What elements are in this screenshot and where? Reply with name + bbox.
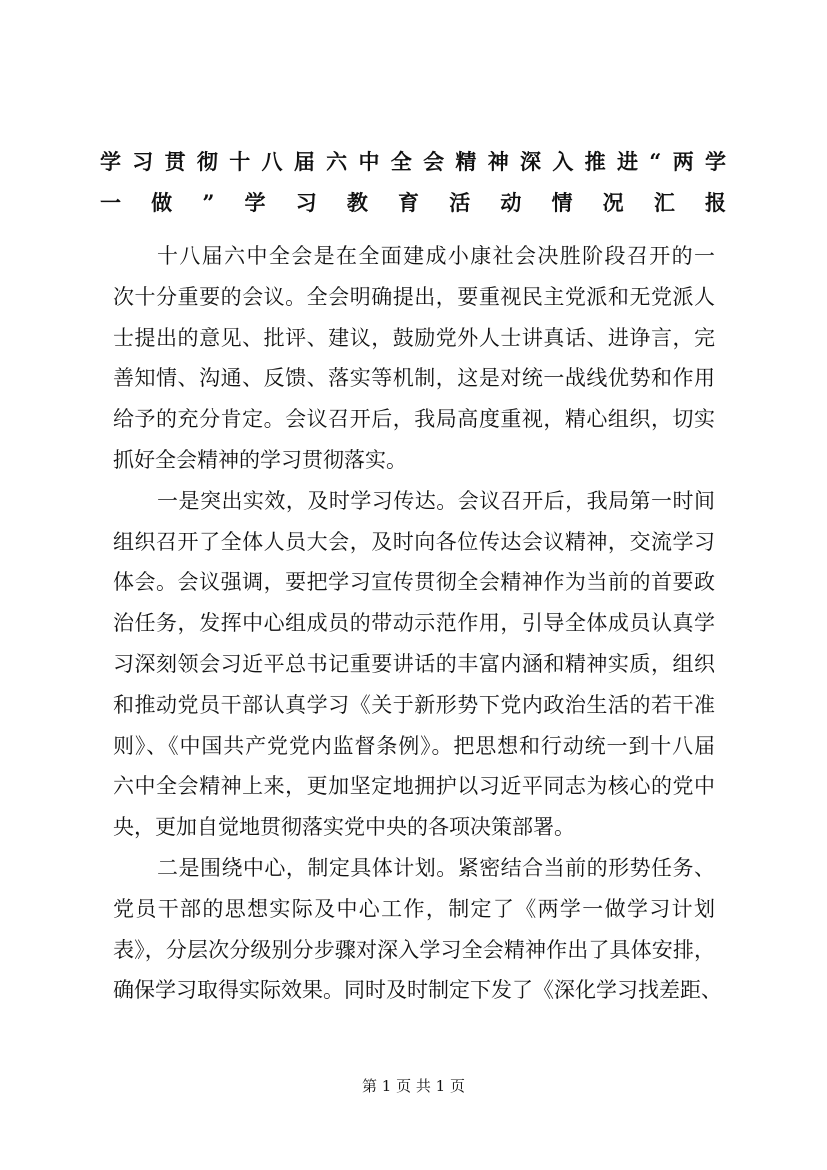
text-line: 则》、《中国共产党党内监督条例》。把思想和行动统一到十八届 bbox=[113, 733, 715, 758]
paragraph-2 bbox=[113, 481, 715, 848]
text-line: 和推动党员干部认真学习《关于新形势下党内政治生活的若干准 bbox=[113, 692, 715, 717]
text-line: 表》，分层次分级别分步骤对深入学习全会精神作出了具体安排， bbox=[113, 937, 715, 962]
text-line: 十八届六中全会是在全面建成小康社会决胜阶段召开的一 bbox=[157, 244, 715, 268]
text-line: 抓好全会精神的学习贯彻落实。 bbox=[113, 447, 407, 472]
text-line: 士提出的意见、批评、建议，鼓励党外人士讲真话、进诤言，完 bbox=[113, 325, 715, 350]
title-line: 一做”学习教育活动情况汇报 bbox=[100, 189, 727, 215]
text-line: 六中全会精神上来，更加坚定地拥护以习近平同志为核心的党中 bbox=[113, 774, 715, 799]
text-line: 二是围绕中心，制定具体计划。紧密结合当前的形势任务、 bbox=[157, 855, 715, 880]
text-line: 确保学习取得实际效果。同时及时制定下发了《深化学习找差距、 bbox=[113, 978, 722, 1003]
paragraph-3 bbox=[113, 848, 722, 1011]
text-line: 央，更加自觉地贯彻落实党中央的各项决策部署。 bbox=[113, 815, 575, 840]
text-line: 善知情、沟通、反馈、落实等机制，这是对统一战线优势和作用 bbox=[113, 366, 715, 391]
text-line: 治任务，发挥中心组成员的带动示范作用，引导全体成员认真学 bbox=[113, 611, 715, 636]
text-line: 党员干部的思想实际及中心工作，制定了《两学一做学习计划 bbox=[113, 896, 715, 921]
document-body bbox=[113, 236, 722, 1011]
text-line: 习深刻领会习近平总书记重要讲话的丰富内涵和精神实质，组织 bbox=[113, 651, 715, 676]
page-footer: 第 1 页 共 1 页 bbox=[362, 1077, 465, 1095]
document-title bbox=[100, 142, 727, 224]
text-line: 体会。会议强调，要把学习宣传贯彻全会精神作为当前的首要政 bbox=[113, 570, 715, 595]
paragraph-1 bbox=[113, 236, 715, 481]
text-line: 次十分重要的会议。全会明确提出，要重视民主党派和无党派人 bbox=[113, 284, 715, 309]
text-line: 给予的充分肯定。会议召开后，我局高度重视，精心组织，切实 bbox=[113, 407, 715, 432]
text-line: 组织召开了全体人员大会，及时向各位传达会议精神，交流学习 bbox=[113, 529, 715, 554]
text-line: 一是突出实效，及时学习传达。会议召开后，我局第一时间 bbox=[157, 488, 715, 513]
title-line: 学习贯彻十八届六中全会精神深入推进“两学 bbox=[100, 149, 727, 174]
